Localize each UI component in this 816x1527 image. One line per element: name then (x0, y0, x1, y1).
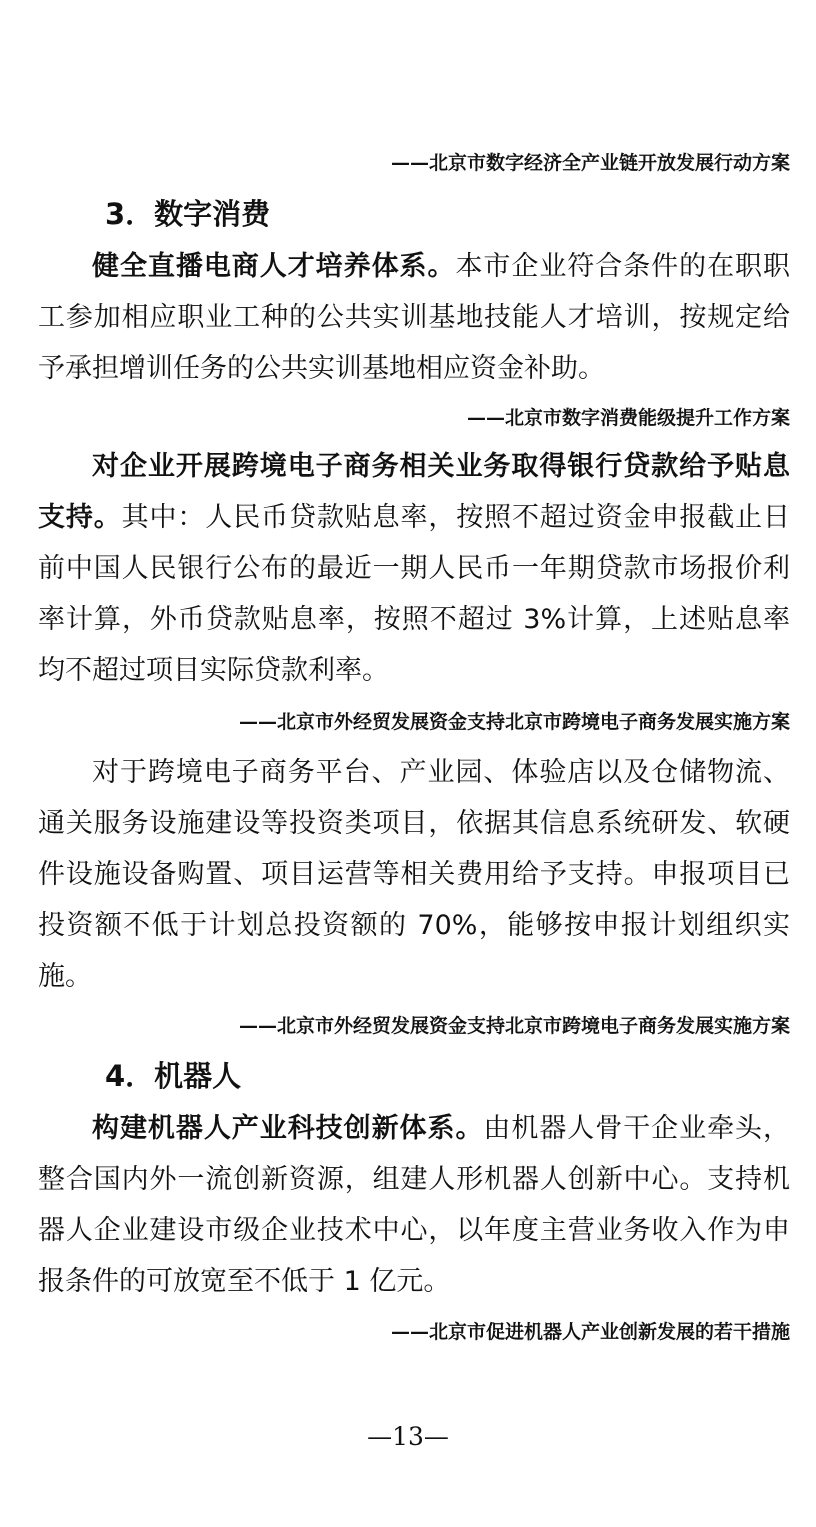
source-citation-digital-economy: ——北京市数字经济全产业链开放发展行动方案 (390, 152, 790, 174)
paragraph-cross-border-loan-subsidy (38, 441, 790, 696)
paragraph-livestream-talent (38, 241, 790, 394)
paragraph-body: 对于跨境电子商务平台、产业园、体验店以及仓储物流、通关服务设施建设等投资类项目，依据其信息系统研发、软硬件设施设备购置、项目运营等相关费用给予支持。申报项目已投资额不低于计划总投资额的 70%，能够按申报计划组织实施。 (38, 757, 790, 992)
source-citation-cross-border-1: ——北京市外经贸发展资金支持北京市跨境电子商务发展实施方案 (238, 711, 790, 733)
source-citation-cross-border-2: ——北京市外经贸发展资金支持北京市跨境电子商务发展实施方案 (238, 1015, 790, 1037)
source-citation-digital-consumption: ——北京市数字消费能级提升工作方案 (466, 407, 790, 429)
paragraph-body: 本市企业符合条件的在职职工参加相应职业工种的公共实训基地技能人才培训，按规定给予承担增训任务的公共实训基地相应资金补助。 (38, 251, 791, 384)
source-citation-robotics: ——北京市促进机器人产业创新发展的若干措施 (390, 1321, 790, 1343)
paragraph-body: 其中：人民币贷款贴息率，按照不超过资金申报截止日前中国人民银行公布的最近一期人民币一年期贷款市场报价利率计算，外币贷款贴息率，按照不超过 3%计算，上述贴息率均不超过项目实际贷款利率。 (38, 502, 791, 686)
page-number: —13— (367, 1422, 449, 1451)
section-heading-robotics: 4．机器人 (105, 1059, 242, 1093)
paragraph-body: 由机器人骨干企业牵头，整合国内外一流创新资源，组建人形机器人创新中心。支持机器人企业建设市级企业技术中心，以年度主营业务收入作为申报条件的可放宽至不低于 1 亿元。 (38, 1113, 791, 1297)
paragraph-lead: 构建机器人产业科技创新体系。 (92, 1113, 484, 1144)
paragraph-robotics-innovation (38, 1103, 790, 1307)
paragraph-lead: 健全直播电商人才培养体系。 (92, 251, 456, 282)
paragraph-lead: 对企业开展跨境电子商务相关业务取得银行贷款给予贴息支持。 (38, 451, 790, 533)
section-heading-digital-consumption: 3．数字消费 (105, 197, 271, 231)
paragraph-cross-border-investment (38, 747, 790, 1002)
